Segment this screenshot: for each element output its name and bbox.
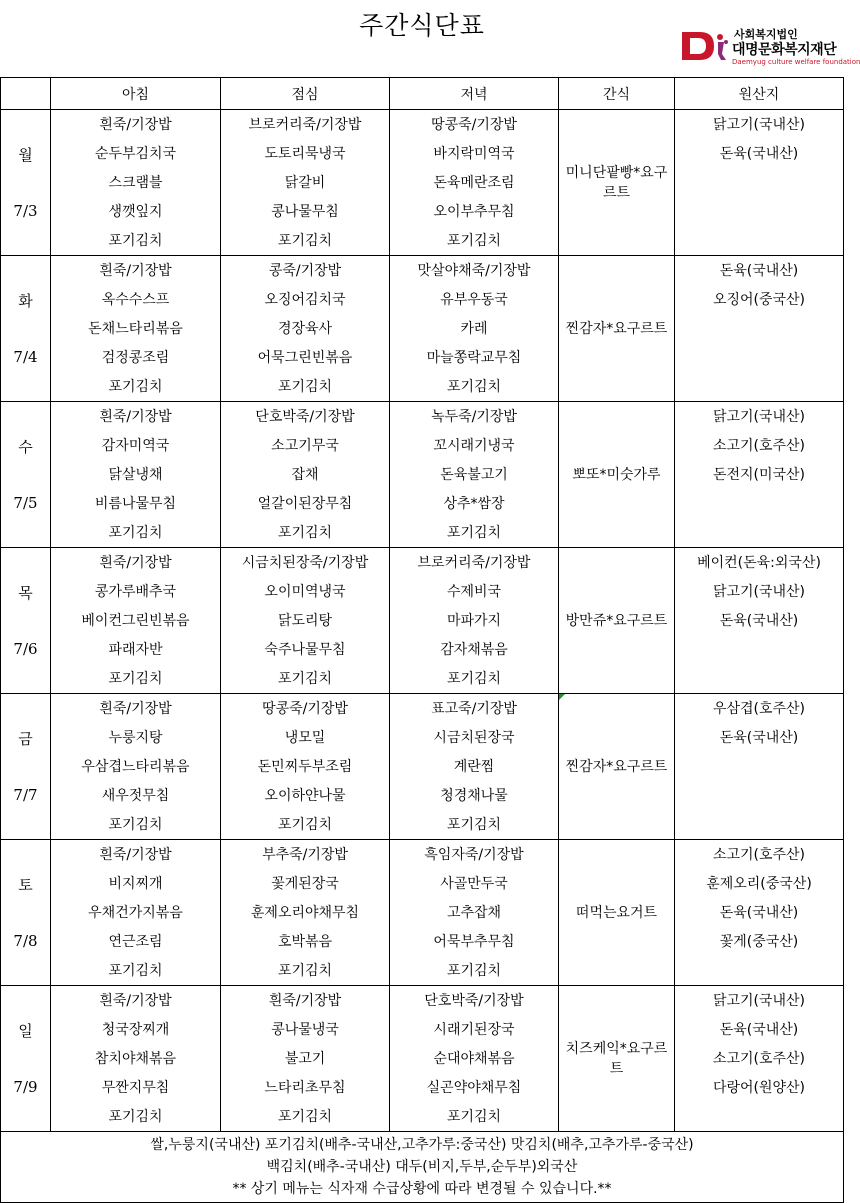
day-cell: [1, 548, 51, 694]
dinner-item: 사골만두국: [440, 876, 508, 892]
lunch-item: 닭갈비: [284, 175, 326, 191]
origin-item: 돈육(국내산): [719, 613, 799, 629]
breakfast-cell: [51, 402, 221, 548]
origin-item: 닭고기(국내산): [712, 409, 806, 425]
origin-item: 소고기(호주산): [712, 438, 806, 454]
lunch-item: 포기김치: [277, 817, 333, 833]
lunch-item: 흰죽/기장밥: [268, 993, 342, 1009]
dinner-cell: [390, 402, 559, 548]
breakfast-item: 연근조림: [108, 934, 163, 950]
lunch-item: 훈제오리야채무침: [250, 905, 360, 921]
origin-list: [675, 110, 843, 255]
origin-notes: [1, 1132, 844, 1203]
breakfast-item: 우채건가지볶음: [88, 905, 183, 921]
cell-comment-marker-icon: [559, 694, 565, 700]
origin-item: 돈육(국내산): [719, 1022, 799, 1038]
day-label: [1, 986, 50, 1131]
snack-item: 찐감자*요구르트: [565, 320, 668, 337]
dinner-item: 포기김치: [446, 817, 502, 833]
dinner-item: 청경채나물: [440, 788, 508, 804]
day-cell: [1, 986, 51, 1132]
page-title: 주간식단표: [359, 11, 485, 40]
dinner-list: [390, 402, 558, 547]
breakfast-item: 새우젓무침: [101, 788, 170, 804]
lunch-item: 단호박죽/기장밥: [255, 409, 355, 425]
origin-cell: [675, 548, 844, 694]
origin-list: [675, 840, 843, 985]
dinner-item: 포기김치: [446, 525, 502, 541]
lunch-item: 오이미역냉국: [264, 584, 346, 600]
snack-item: 찐감자*요구르트: [565, 758, 668, 775]
lunch-item: 잡채: [291, 467, 319, 483]
breakfast-item: 누룽지탕: [108, 730, 163, 746]
lunch-list: [221, 986, 389, 1131]
origin-list: [675, 694, 843, 839]
lunch-item: 숙주나물무침: [264, 642, 346, 658]
dinner-item: 상추*쌈장: [443, 496, 505, 512]
breakfast-item: 감자미역국: [101, 438, 170, 454]
dinner-cell: [390, 986, 559, 1132]
breakfast-item: 옥수수스프: [101, 292, 170, 308]
breakfast-cell: [51, 548, 221, 694]
lunch-list: [221, 840, 389, 985]
day-row: [1, 840, 844, 986]
breakfast-cell: [51, 110, 221, 256]
dinner-item: 돈육불고기: [440, 467, 508, 483]
header-origin: 원산지: [675, 78, 844, 110]
lunch-item: 호박볶음: [277, 934, 333, 950]
dinner-item: 포기김치: [446, 233, 502, 249]
lunch-item: 포기김치: [277, 379, 333, 395]
foundation-logo: [678, 24, 860, 70]
lunch-item: 포기김치: [277, 1109, 333, 1125]
dinner-item: 시금치된장국: [433, 730, 515, 746]
breakfast-item: 흰죽/기장밥: [99, 409, 172, 425]
origin-item: 소고기(호주산): [712, 847, 806, 863]
lunch-item: 느타리초무침: [264, 1080, 346, 1096]
snack-cell: [559, 694, 675, 840]
lunch-cell: [221, 986, 390, 1132]
lunch-item: 냉모밀: [284, 730, 326, 746]
day-label: [1, 256, 50, 401]
day-date: 7/9: [13, 1078, 38, 1096]
lunch-item: 얼갈이된장무침: [257, 496, 353, 512]
origin-list: [675, 986, 843, 1131]
lunch-list: [221, 402, 389, 547]
breakfast-item: 순두부김치국: [94, 146, 177, 162]
footer-row: [1, 1132, 844, 1203]
breakfast-item: 돈채느타리볶음: [88, 321, 183, 337]
lunch-item: 부추죽/기장밥: [262, 847, 348, 863]
origin-item: 우삼겹(호주산): [712, 701, 806, 717]
origin-list: [675, 548, 843, 693]
lunch-item: 포기김치: [277, 671, 333, 687]
dinner-item: 계란찜: [453, 759, 495, 775]
day-cell: [1, 110, 51, 256]
origin-cell: [675, 840, 844, 986]
origin-item: 돈육(국내산): [719, 263, 799, 279]
breakfast-item: 무짠지무침: [101, 1080, 170, 1096]
day-row: [1, 402, 844, 548]
day-row: [1, 986, 844, 1132]
origin-cell: [675, 256, 844, 402]
breakfast-item: 흰죽/기장밥: [99, 993, 172, 1009]
breakfast-item: 흰죽/기장밥: [99, 847, 172, 863]
breakfast-item: 생깻잎지: [108, 204, 163, 220]
day-of-week: 토: [18, 876, 33, 894]
lunch-cell: [221, 256, 390, 402]
origin-cell: [675, 402, 844, 548]
dinner-list: [390, 110, 558, 255]
menu-change-notice: ** 상기 메뉴는 식자재 수급상황에 따라 변경될 수 있습니다.**: [232, 1181, 612, 1197]
dinner-cell: [390, 840, 559, 986]
header-dinner: 저녁: [390, 78, 559, 110]
day-label: [1, 694, 50, 839]
origin-cell: [675, 694, 844, 840]
snack-cell: [559, 548, 675, 694]
origin-note-line-2: 백김치(배추-국내산) 대두(비지,두부,순두부)외국산: [266, 1159, 578, 1175]
lunch-item: 포기김치: [277, 233, 333, 249]
day-of-week: 화: [18, 292, 33, 310]
lunch-cell: [221, 840, 390, 986]
snack-item: 방만쥬*요구르트: [565, 612, 668, 629]
dinner-cell: [390, 694, 559, 840]
day-cell: [1, 694, 51, 840]
origin-item: 닭고기(국내산): [712, 993, 806, 1009]
lunch-item: 어묵그린빈볶음: [257, 350, 353, 366]
breakfast-item: 흰죽/기장밥: [99, 117, 172, 133]
day-of-week: 수: [18, 438, 33, 456]
breakfast-item: 흰죽/기장밥: [99, 555, 172, 571]
dinner-item: 마늘쫑락교무침: [426, 350, 522, 366]
day-date: 7/4: [13, 348, 38, 366]
dinner-item: 고추잡채: [446, 905, 502, 921]
origin-list: [675, 402, 843, 547]
origin-item: 돈전지(미국산): [712, 467, 806, 483]
lunch-item: 오징어김치국: [264, 292, 346, 308]
day-of-week: 금: [18, 730, 33, 748]
day-row: [1, 110, 844, 256]
dinner-item: 포기김치: [446, 963, 502, 979]
dinner-cell: [390, 256, 559, 402]
snack-cell: [559, 840, 675, 986]
breakfast-cell: [51, 256, 221, 402]
breakfast-item: 우삼겹느타리볶음: [81, 759, 190, 775]
lunch-item: 포기김치: [277, 525, 333, 541]
lunch-item: 포기김치: [277, 963, 333, 979]
lunch-item: 콩나물무침: [271, 204, 339, 220]
dinner-item: 마파가지: [446, 613, 502, 629]
breakfast-item: 콩가루배추국: [94, 584, 177, 600]
origin-note-line-1: 쌀,누룽지(국내산) 포기김치(배추-국내산,고추가루:중국산) 맛김치(배추,고추가루-중국산): [150, 1137, 694, 1153]
snack-item: 떠먹는요거트: [575, 904, 658, 921]
dinner-item: 오이부추무침: [433, 204, 515, 220]
dinner-item: 포기김치: [446, 379, 502, 395]
breakfast-item: 흰죽/기장밥: [99, 263, 172, 279]
dinner-item: 감자채볶음: [440, 642, 508, 658]
breakfast-item: 검정콩조림: [101, 350, 170, 366]
day-date: 7/7: [13, 786, 38, 804]
snack-cell: [559, 986, 675, 1132]
breakfast-item: 파래자반: [108, 642, 163, 658]
dinner-list: [390, 256, 558, 401]
breakfast-list: [51, 256, 220, 401]
breakfast-item: 포기김치: [108, 671, 163, 687]
snack-cell: [559, 110, 675, 256]
lunch-list: [221, 110, 389, 255]
lunch-item: 콩죽/기장밥: [268, 263, 342, 279]
breakfast-cell: [51, 694, 221, 840]
dinner-item: 유부우동국: [440, 292, 508, 308]
lunch-cell: [221, 110, 390, 256]
dinner-list: [390, 986, 558, 1131]
dinner-item: 흑임자죽/기장밥: [424, 847, 524, 863]
breakfast-item: 포기김치: [108, 1109, 163, 1125]
breakfast-cell: [51, 986, 221, 1132]
origin-cell: [675, 986, 844, 1132]
snack-item: 미니단팥빵*요구르트: [565, 164, 668, 201]
breakfast-item: 닭살냉채: [108, 467, 163, 483]
breakfast-item: 스크램블: [108, 175, 163, 191]
day-label: [1, 402, 50, 547]
lunch-cell: [221, 694, 390, 840]
lunch-list: [221, 548, 389, 693]
origin-list: [675, 256, 843, 401]
day-row: [1, 548, 844, 694]
dinner-item: 카레: [460, 321, 488, 337]
dinner-item: 땅콩죽/기장밥: [431, 117, 517, 133]
origin-cell: [675, 110, 844, 256]
lunch-cell: [221, 402, 390, 548]
snack-cell: [559, 402, 675, 548]
day-date: 7/6: [13, 640, 38, 658]
lunch-item: 경장육사: [277, 321, 333, 337]
snack-item: 뽀또*미숫가루: [572, 466, 661, 483]
day-of-week: 목: [18, 584, 33, 602]
lunch-item: 돈민찌두부조림: [257, 759, 353, 775]
dinner-item: 어묵부추무침: [433, 934, 515, 950]
breakfast-item: 포기김치: [108, 525, 163, 541]
dinner-list: [390, 548, 558, 693]
day-date: 7/3: [13, 202, 38, 220]
origin-item: 오징어(중국산): [712, 292, 806, 308]
origin-item: 돈육(국내산): [719, 146, 799, 162]
dinner-item: 실곤약야채무침: [426, 1080, 522, 1096]
breakfast-item: 비지찌개: [108, 876, 163, 892]
dinner-item: 순대야채볶음: [433, 1051, 515, 1067]
weekly-menu-table: [0, 77, 844, 1203]
origin-item: 훈제오리(중국산): [706, 876, 812, 892]
lunch-item: 시금치된장죽/기장밥: [241, 555, 369, 571]
breakfast-list: [51, 694, 220, 839]
day-label: [1, 548, 50, 693]
day-of-week: 월: [18, 146, 33, 164]
dinner-item: 녹두죽/기장밥: [431, 409, 517, 425]
breakfast-item: 포기김치: [108, 963, 163, 979]
dinner-item: 표고죽/기장밥: [431, 701, 517, 717]
dinner-cell: [390, 110, 559, 256]
breakfast-item: 베이컨그린빈볶음: [81, 613, 190, 629]
dinner-item: 포기김치: [446, 1109, 502, 1125]
day-label: [1, 840, 50, 985]
snack-item: 치즈케익*요구르트: [565, 1040, 668, 1077]
day-cell: [1, 840, 51, 986]
breakfast-item: 청국장찌개: [101, 1022, 170, 1038]
day-cell: [1, 256, 51, 402]
origin-item: 소고기(호주산): [712, 1051, 806, 1067]
day-row: [1, 256, 844, 402]
lunch-item: 소고기무국: [271, 438, 339, 454]
header-lunch: 점심: [221, 78, 390, 110]
dinner-item: 꼬시래기냉국: [433, 438, 515, 454]
dinner-list: [390, 694, 558, 839]
dinner-item: 포기김치: [446, 671, 502, 687]
origin-item: 돈육(국내산): [719, 730, 799, 746]
breakfast-cell: [51, 840, 221, 986]
dinner-item: 시래기된장국: [433, 1022, 515, 1038]
header-snack: 간식: [559, 78, 675, 110]
lunch-list: [221, 256, 389, 401]
foundation-name: 대명문화복지재단: [732, 42, 837, 58]
lunch-item: 브로커리죽/기장밥: [248, 117, 362, 133]
lunch-cell: [221, 548, 390, 694]
origin-item: 꽃게(중국산): [719, 934, 799, 950]
breakfast-item: 포기김치: [108, 233, 163, 249]
snack-cell: [559, 256, 675, 402]
dinner-list: [390, 840, 558, 985]
dinner-cell: [390, 548, 559, 694]
lunch-item: 오이하얀나물: [264, 788, 346, 804]
breakfast-item: 흰죽/기장밥: [99, 701, 172, 717]
day-label: [1, 110, 50, 255]
header-day: [1, 78, 51, 110]
day-date: 7/5: [13, 494, 38, 512]
lunch-item: 도토리묵냉국: [264, 146, 346, 162]
lunch-list: [221, 694, 389, 839]
lunch-item: 불고기: [284, 1051, 326, 1067]
breakfast-list: [51, 986, 220, 1131]
lunch-item: 꽃게된장국: [271, 876, 339, 892]
foundation-type: 사회복지법인: [734, 28, 798, 41]
breakfast-list: [51, 548, 220, 693]
lunch-item: 콩나물냉국: [271, 1022, 339, 1038]
dinner-item: 수제비국: [446, 584, 502, 600]
lunch-item: 땅콩죽/기장밥: [262, 701, 348, 717]
header-row: [1, 78, 844, 110]
breakfast-item: 참치야채볶음: [94, 1051, 177, 1067]
day-of-week: 일: [18, 1022, 33, 1040]
day-row: [1, 694, 844, 840]
breakfast-item: 포기김치: [108, 817, 163, 833]
origin-item: 다랑어(원양산): [712, 1080, 806, 1096]
breakfast-list: [51, 110, 220, 255]
foundation-logo-icon: [678, 28, 730, 64]
breakfast-item: 비름나물무침: [94, 496, 177, 512]
breakfast-item: 포기김치: [108, 379, 163, 395]
dinner-item: 돈육메란조림: [433, 175, 515, 191]
origin-item: 닭고기(국내산): [712, 584, 806, 600]
dinner-item: 단호박죽/기장밥: [424, 993, 524, 1009]
breakfast-list: [51, 840, 220, 985]
day-date: 7/8: [13, 932, 38, 950]
dinner-item: 맛살야채죽/기장밥: [417, 263, 531, 279]
dinner-item: 바지락미역국: [433, 146, 515, 162]
lunch-item: 닭도리탕: [277, 613, 333, 629]
breakfast-list: [51, 402, 220, 547]
header-breakfast: 아침: [51, 78, 221, 110]
origin-item: 베이컨(돈육:외국산): [697, 555, 821, 571]
dinner-item: 브로커리죽/기장밥: [417, 555, 531, 571]
origin-item: 돈육(국내산): [719, 905, 799, 921]
foundation-english-name: Daemyug culture welfare foundation: [732, 58, 860, 66]
day-cell: [1, 402, 51, 548]
origin-item: 닭고기(국내산): [712, 117, 806, 133]
